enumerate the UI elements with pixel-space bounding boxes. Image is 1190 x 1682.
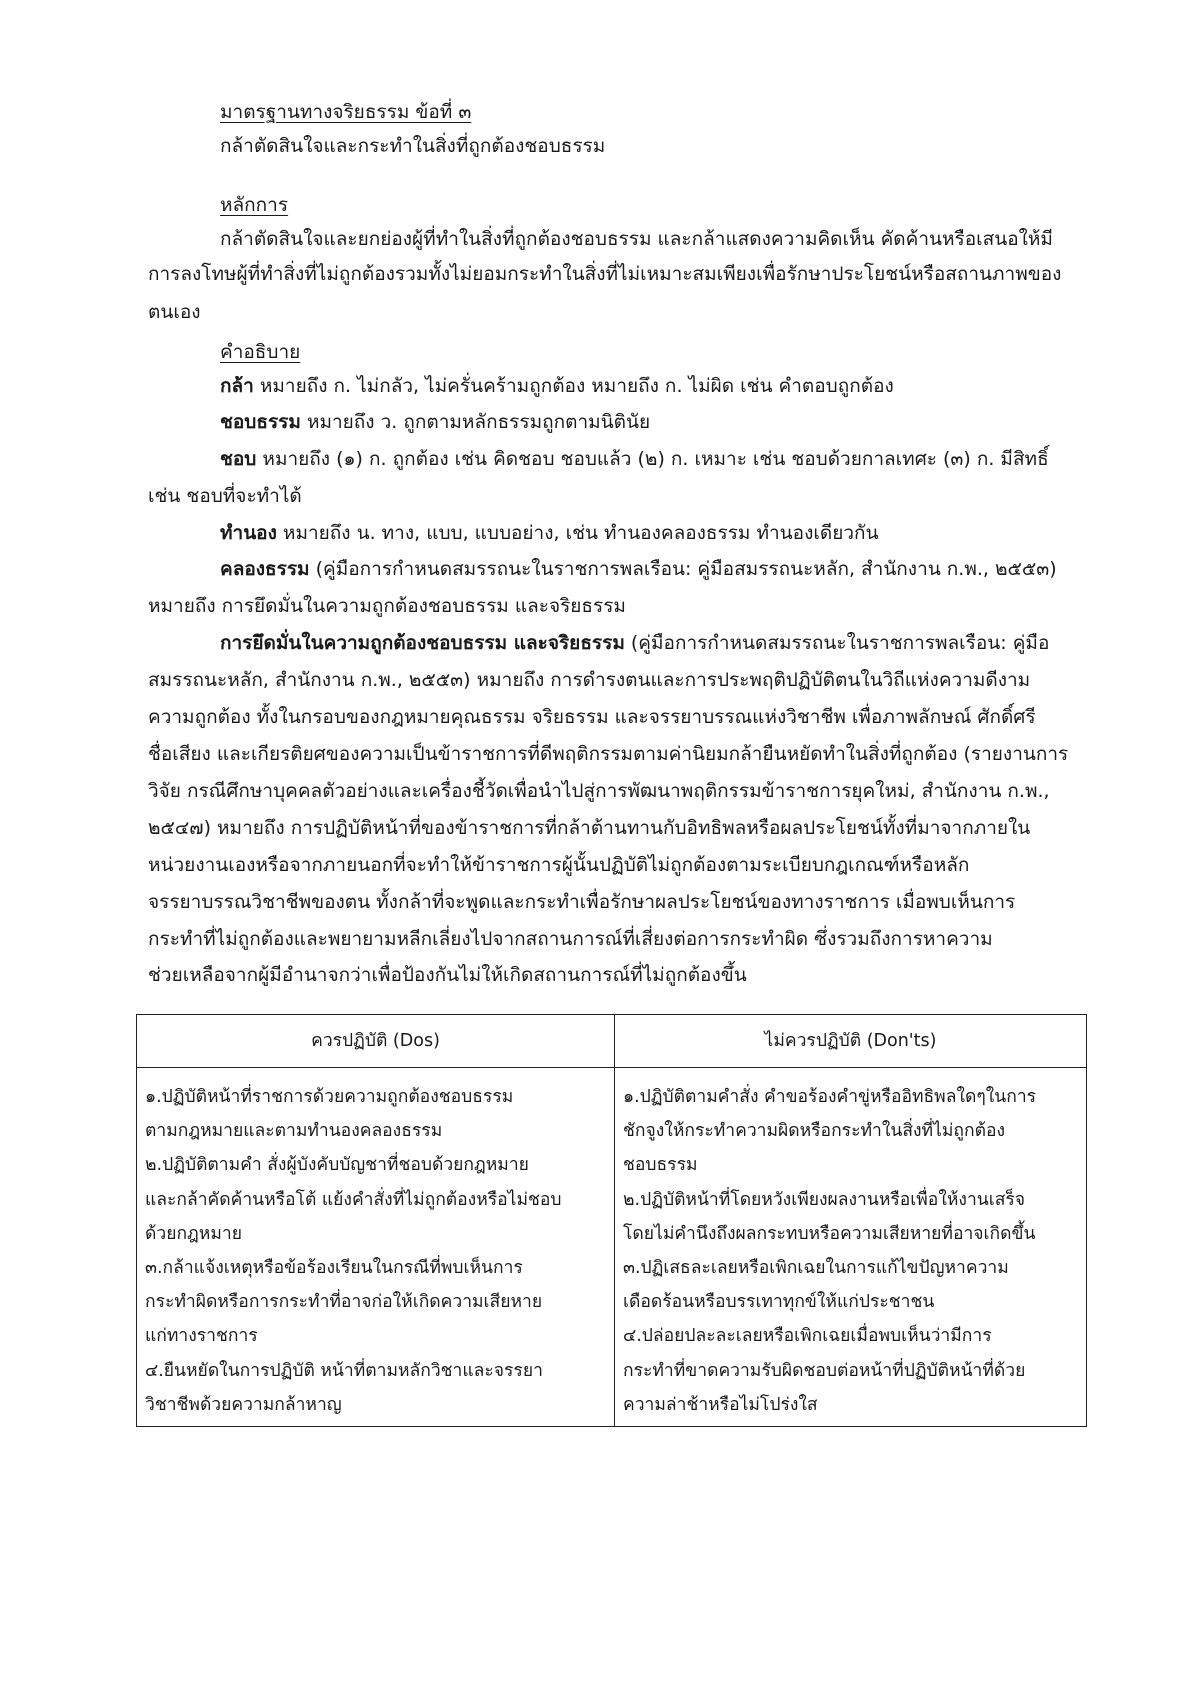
- term-thamnong: ทำนอง: [220, 522, 277, 544]
- definition-thamnong: [220, 521, 878, 545]
- standard-title: มาตรฐานทางจริยธรรม ข้อที่ ๓: [220, 101, 472, 123]
- donts-line: ๓.ปฏิเสธละเลยหรือเพิกเฉยในการแก้ไขปัญหาความ: [623, 1258, 1009, 1279]
- definition-kla: [220, 374, 894, 398]
- definition-text: (คู่มือการกำหนดสมรรถนะในราชการพลเรือน: คู่มือ: [624, 632, 1050, 654]
- definition-text: หมายถึง น. ทาง, แบบ, แบบอย่าง, เช่น ทำนองคลองธรรม ทำนองเดียวกัน: [276, 522, 879, 544]
- standard-subtitle: กล้าตัดสินใจและกระทำในสิ่งที่ถูกต้องชอบธรรม: [220, 135, 606, 157]
- principle-heading: หลักการ: [220, 194, 289, 216]
- dos-line: ๔.ยืนหยัดในการปฏิบัติ หน้าที่ตามหลักวิชาและจรรยา: [145, 1360, 543, 1381]
- donts-line: กระทำที่ขาดความรับผิดชอบต่อหน้าที่ปฏิบัติหน้าที่ด้วย: [623, 1360, 1026, 1381]
- table-row: [137, 1068, 1087, 1427]
- dos-cell: [137, 1068, 615, 1427]
- integrity-line-6: หน่วยงานเองหรือจากภายนอกที่จะทำให้ข้าราชการผู้นั้นปฏิบัติไม่ถูกต้องตามระเบียบกฎเกณฑ์หรือหลัก: [148, 854, 970, 876]
- term-chobtham: ชอบธรรม: [220, 411, 301, 433]
- principle-line-1: กล้าตัดสินใจและยกย่องผู้ที่ทำในสิ่งที่ถูกต้องชอบธรรม และกล้าแสดงความคิดเห็น คัดค้านหรือเสนอให้มี: [220, 228, 1053, 250]
- donts-header: ไม่ควรปฏิบัติ (Don'ts): [615, 1015, 1087, 1068]
- definition-text: หมายถึง ว. ถูกตามหลักธรรมถูกตามนิตินัย: [300, 411, 651, 433]
- term-klongtham: คลองธรรม: [220, 558, 310, 580]
- dos-line: แก่ทางราชการ: [145, 1326, 258, 1347]
- integrity-line-8: กระทำที่ไม่ถูกต้องและพยายามหลีกเลี่ยงไปจากสถานการณ์ที่เสี่ยงต่อการกระทำผิด ซึ่งรวมถึงการหาความ: [148, 928, 993, 950]
- definition-integrity: [220, 631, 1049, 655]
- donts-line: เดือดร้อนหรือบรรเทาทุกข์ให้แก่ประชาชน: [623, 1292, 935, 1313]
- dos-donts-table: [136, 1014, 1087, 1427]
- definition-chob-cont: เช่น ชอบที่จะทำได้: [148, 485, 302, 507]
- donts-line: โดยไม่คำนึงถึงผลกระทบหรือความเสียหายที่อาจเกิดขึ้น: [623, 1223, 1036, 1244]
- definition-text: หมายถึง (๑) ก. ถูกต้อง เช่น คิดชอบ ชอบแล้ว (๒) ก. เหมาะ เช่น ชอบด้วยกาลเทศะ (๓) ก. มีสิทธิ์: [256, 448, 1049, 470]
- integrity-line-1: สมรรถนะหลัก, สำนักงาน ก.พ., ๒๕๕๓) หมายถึง การดำรงตนและการประพฤติปฏิบัติตนในวิถีแห่งความดีงาม: [148, 669, 1031, 691]
- definition-klongtham-cont: หมายถึง การยึดมั่นในความถูกต้องชอบธรรม และจริยธรรม: [148, 595, 626, 617]
- integrity-line-5: ๒๕๔๗) หมายถึง การปฏิบัติหน้าที่ของข้าราชการที่กล้าต้านทานกับอิทธิพลหรือผลประโยชน์ทั้งที่มาจากภายใน: [148, 817, 1031, 839]
- donts-line: ชักจูงให้กระทำความผิดหรือกระทำในสิ่งที่ไม่ถูกต้อง: [623, 1121, 1006, 1142]
- dos-line: ๑.ปฏิบัติหน้าที่ราชการด้วยความถูกต้องชอบธรรม: [145, 1087, 514, 1107]
- definition-text: (คู่มือการกำหนดสมรรถนะในราชการพลเรือน: คู่มือสมรรถนะหลัก, สำนักงาน ก.พ., ๒๕๕๓): [309, 558, 1057, 580]
- dos-line: ตามกฎหมายและตามทำนองคลองธรรม: [145, 1121, 443, 1142]
- donts-line: ความล่าช้าหรือไม่โปร่งใส: [623, 1394, 818, 1415]
- definition-chobtham: [220, 410, 650, 434]
- principle-line-2: การลงโทษผู้ที่ทำสิ่งที่ไม่ถูกต้องรวมทั้งไม่ยอมกระทำในสิ่งที่ไม่เหมาะสมเพียงเพื่อรักษาประโยชน์หรือสถานภาพของ: [148, 263, 1062, 285]
- integrity-line-7: จรรยาบรรณวิชาชีพของตน ทั้งกล้าที่จะพูดและกระทำเพื่อรักษาผลประโยชน์ของทางราชการ เมื่อพบเห็นการ: [148, 891, 1016, 913]
- dos-header: ควรปฏิบัติ (Dos): [137, 1015, 615, 1068]
- donts-line: ๔.ปล่อยปละละเลยหรือเพิกเฉยเมื่อพบเห็นว่ามีการ: [623, 1326, 992, 1347]
- dos-line: กระทำผิดหรือการกระทำที่อาจก่อให้เกิดความเสียหาย: [145, 1292, 543, 1313]
- integrity-line-3: ชื่อเสียง และเกียรติยศของความเป็นข้าราชการที่ดีพฤติกรรมตามค่านิยมกล้ายืนหยัดทำในสิ่งที่ถูกต้อง (รายงานการ: [148, 743, 1069, 765]
- donts-line: ๑.ปฏิบัติตามคำสั่ง คำขอร้องคำขู่หรืออิทธิพลใดๆในการ: [623, 1087, 1037, 1107]
- donts-line: ชอบธรรม: [623, 1155, 698, 1176]
- integrity-line-9: ช่วยเหลือจากผู้มีอำนาจกว่าเพื่อป้องกันไม่ให้เกิดสถานการณ์ที่ไม่ถูกต้องขึ้น: [148, 964, 747, 986]
- term-kla: กล้า: [220, 375, 254, 397]
- principle-line-3: ตนเอง: [148, 301, 201, 323]
- donts-line: ๒.ปฏิบัติหน้าที่โดยหวังเพียงผลงานหรือเพื่อให้งานเสร็จ: [623, 1189, 1026, 1210]
- term-integrity: การยึดมั่นในความถูกต้องชอบธรรม และจริยธรรม: [220, 632, 625, 654]
- dos-line: วิชาชีพด้วยความกล้าหาญ: [145, 1394, 342, 1415]
- integrity-line-4: วิจัย กรณีศึกษาบุคคลตัวอย่างและเครื่องชี้วัดเพื่อนำไปสู่การพัฒนาพฤติกรรมข้าราชการยุคใหม่, สำนักงาน ก.พ.,: [148, 780, 1050, 802]
- term-chob: ชอบ: [220, 448, 257, 470]
- dos-line: ๒.ปฏิบัติตามคำ สั่งผู้บังคับบัญชาที่ชอบด้วยกฎหมาย: [145, 1155, 529, 1176]
- definition-chob: [220, 447, 1049, 471]
- definition-klongtham: [220, 557, 1057, 581]
- donts-cell: [615, 1068, 1087, 1427]
- dos-line: ๓.กล้าแจ้งเหตุหรือข้อร้องเรียนในกรณีที่พบเห็นการ: [145, 1258, 523, 1279]
- integrity-line-2: ความถูกต้อง ทั้งในกรอบของกฎหมายคุณธรรม จริยธรรม และจรรยาบรรณแห่งวิชาชีพ เพื่อภาพลักษณ์ ศักดิ์ศรี: [148, 706, 1036, 728]
- dos-line: ด้วยกฎหมาย: [145, 1223, 242, 1244]
- dos-line: และกล้าคัดค้านหรือโต้ แย้งคำสั่งที่ไม่ถูกต้องหรือไม่ชอบ: [145, 1189, 562, 1210]
- explanation-heading: คำอธิบาย: [220, 341, 301, 363]
- definition-text: หมายถึง ก. ไม่กลัว, ไม่ครั่นคร้ามถูกต้อง หมายถึง ก. ไม่ผิด เช่น คำตอบถูกต้อง: [253, 375, 894, 397]
- table-header-row: [137, 1015, 1087, 1068]
